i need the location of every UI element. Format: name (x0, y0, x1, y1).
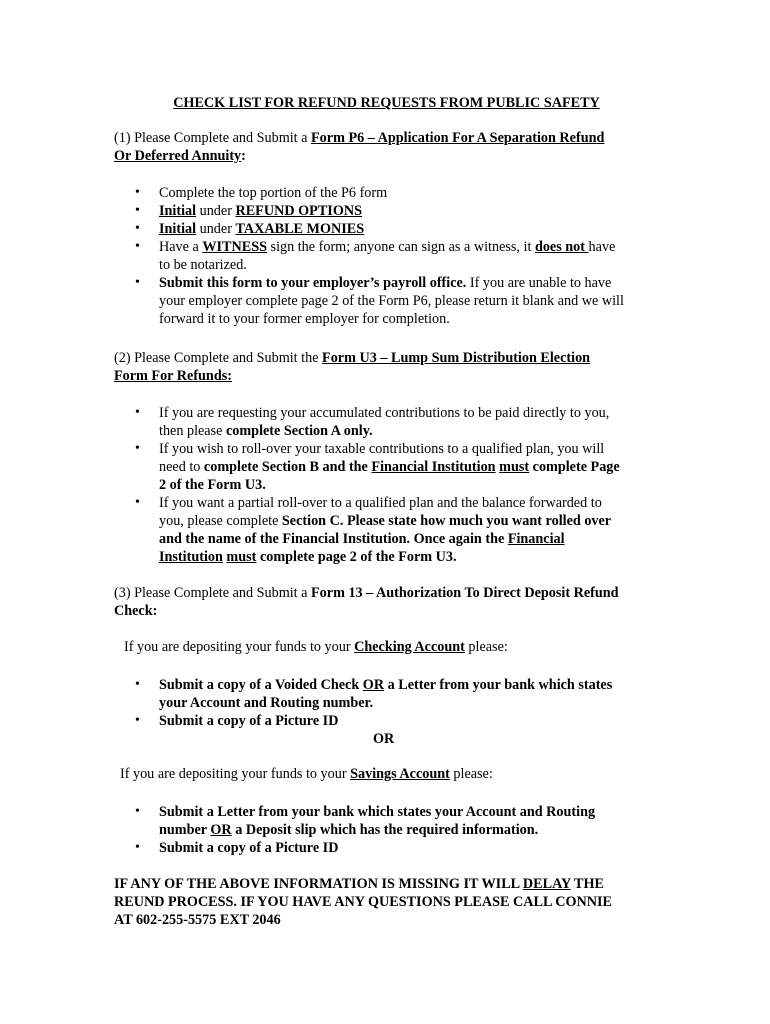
list-item: • If you wish to roll-over your taxable contributions to a qualified plan, you will need to complete Section B and the Financial Institution must complete Page 2 of the Form U3. (159, 440, 689, 494)
form-u3-link: Form U3 – Lump Sum Distribution Election (322, 350, 591, 366)
checking-account-line: If you are depositing your funds to your Checking Account please: (124, 639, 508, 655)
list-item: • Submit a copy of a Picture ID (159, 712, 689, 730)
section-1-list (114, 184, 689, 328)
list-item: • Complete the top portion of the P6 form (159, 184, 689, 202)
section-3-heading: (3) Please Complete and Submit a Form 13 – Authorization To Direct Deposit Refund Check: (114, 585, 619, 619)
section-2-heading: (2) Please Complete and Submit the Form U3 – Lump Sum Distribution Election Form For Refunds: (114, 350, 591, 384)
list-item: • Submit a Letter from your bank which states your Account and Routing number OR a Deposit slip which has the required information. (159, 803, 689, 839)
list-item: • Submit a copy of a Voided Check OR a Letter from your bank which states your Account and Routing number. (159, 676, 689, 712)
or-separator: OR (373, 731, 395, 747)
savings-list (114, 803, 689, 857)
list-item: • Submit a copy of a Picture ID (159, 839, 689, 857)
checking-list (114, 676, 689, 730)
form-p6-link: Form P6 – Application For A Separation Refund (311, 130, 605, 146)
list-item: • Initial under TAXABLE MONIES (159, 220, 689, 238)
section-1-heading: (1) Please Complete and Submit a Form P6 – Application For A Separation Refund Or Deferred Annuity: (114, 130, 605, 164)
page-title: CHECK LIST FOR REFUND REQUESTS FROM PUBLIC SAFETY (173, 95, 600, 111)
list-item: • Have a WITNESS sign the form; anyone can sign as a witness, it does not have to be notarized. (159, 238, 689, 274)
list-item: • If you want a partial roll-over to a qualified plan and the balance forwarded to you, please complete Section C. Please state how much you want rolled over and the name of the Financial Institution. Once again the Financial Institution must complete page 2 of the Form U3. (159, 494, 689, 566)
form-13-title: Form 13 – Authorization To Direct Deposit Refund (311, 585, 619, 601)
list-item: • If you are requesting your accumulated contributions to be paid directly to you, then please complete Section A only. (159, 404, 689, 440)
section-2-list (114, 404, 689, 566)
list-item: • Submit this form to your employer’s payroll office. If you are unable to have your employer complete page 2 of the Form P6, please return it blank and we will forward it to your former employer for completion. (159, 274, 689, 328)
final-notice: IF ANY OF THE ABOVE INFORMATION IS MISSING IT WILL DELAY THE REUND PROCESS. IF YOU HAVE ANY QUESTIONS PLEASE CALL CONNIE AT 602-255-5575 EXT 2046 (114, 876, 612, 928)
savings-account-line: If you are depositing your funds to your Savings Account please: (120, 766, 493, 782)
list-item: • Initial under REFUND OPTIONS (159, 202, 689, 220)
